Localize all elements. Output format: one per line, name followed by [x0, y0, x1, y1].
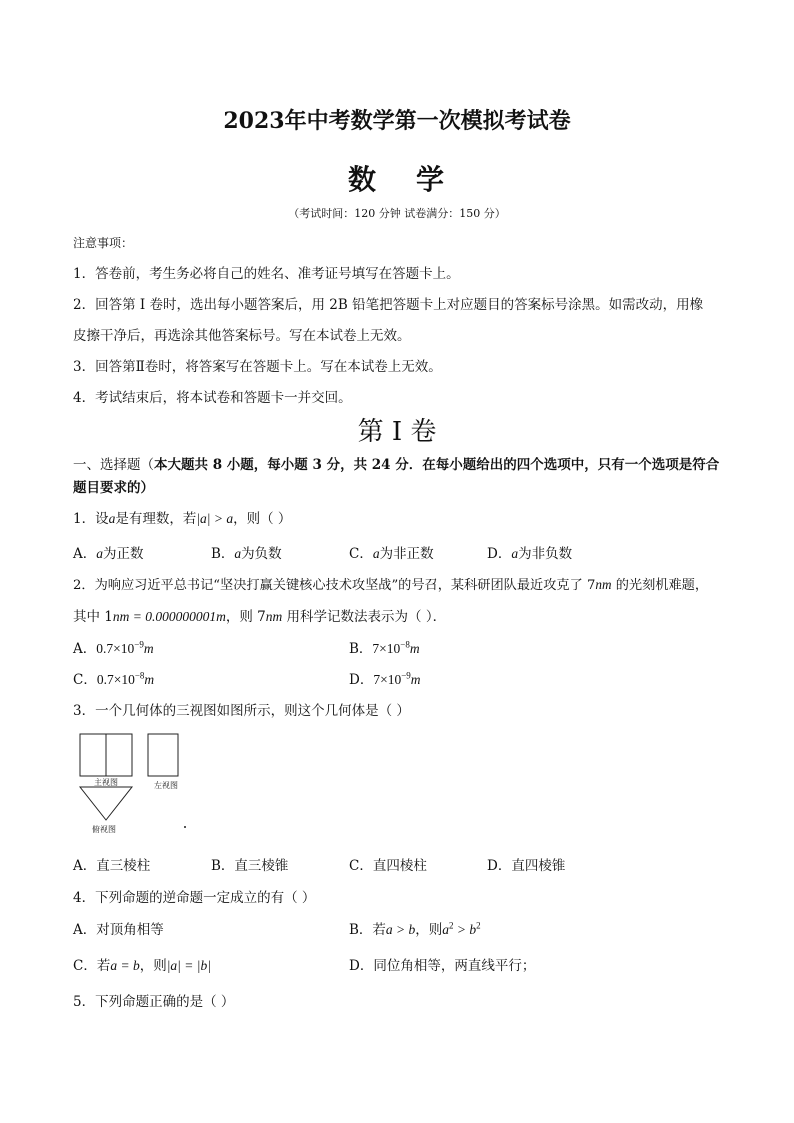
q1-option-d	[487, 542, 572, 562]
option-text: 为负数	[241, 546, 282, 562]
option-var: a	[234, 546, 242, 561]
q1-text-3: ，则（ ）	[233, 511, 292, 527]
option-math: > b	[453, 922, 477, 937]
exam-time-info: （考试时间：120 分钟 试卷满分：150 分）	[288, 207, 506, 220]
option-text: ，则	[415, 922, 443, 938]
option-unit: m	[410, 672, 421, 687]
q2-option-c	[73, 668, 154, 688]
option-base: 7×10	[372, 641, 401, 656]
subject-char-2: 学	[416, 163, 447, 196]
option-base: 0.7×10	[96, 641, 135, 656]
option-var: a	[96, 546, 103, 561]
option-exponent: −8	[400, 639, 410, 650]
top-view-triangle	[80, 787, 132, 820]
option-label: C．	[349, 858, 373, 874]
q1-option-b	[211, 542, 282, 562]
q2-text-3: 其中 1	[73, 609, 113, 625]
option-text: ，则	[139, 958, 167, 974]
option-text: 直三棱锥	[234, 858, 289, 874]
q1-var: a	[108, 511, 116, 526]
option-var: a	[511, 546, 519, 561]
option-var: a	[372, 546, 380, 561]
option-exponent: −9	[134, 639, 144, 650]
option-math: a	[442, 922, 450, 937]
section-desc: 本大题共 8 小题，每小题 3 分，共 24 分．在每小题给出的四个选项中，只有一个选项是符合	[154, 457, 720, 473]
part-one-title: 第 I 卷	[357, 417, 437, 447]
option-text: B．若	[349, 922, 386, 938]
top-view-label: 俯视图	[92, 825, 116, 834]
q4-option-d: D．同位角相等，两直线平行；	[349, 958, 536, 974]
option-label: D．	[349, 672, 374, 688]
q4-option-a: A．对顶角相等	[73, 922, 164, 938]
option-text: 为非负数	[518, 546, 573, 562]
option-exponent: 2	[449, 920, 454, 931]
question-4-stem: 4．下列命题的逆命题一定成立的有（ ）	[73, 890, 316, 906]
option-label: A．	[73, 641, 97, 657]
option-text: C．若	[73, 958, 111, 974]
q3-option-b	[211, 854, 288, 874]
option-label: A．	[73, 858, 97, 874]
q4-option-c	[73, 954, 211, 974]
q2-text-4: ，则 7	[225, 609, 266, 625]
q1-option-a	[73, 542, 144, 562]
q2-text-2: 的光刻机难题，	[611, 578, 709, 593]
q2-equation: nm = 0.000000001m	[112, 609, 226, 624]
section-heading	[73, 453, 719, 473]
option-label: C．	[349, 546, 373, 562]
left-view-rect	[148, 734, 178, 776]
option-math: a = b	[110, 958, 140, 973]
left-view-label: 左视图	[154, 781, 178, 790]
q3-option-a	[73, 854, 150, 874]
option-text: 直三棱柱	[96, 858, 151, 874]
option-label: B．	[211, 858, 235, 874]
question-2-stem-cont	[73, 605, 446, 625]
q2-option-d	[349, 668, 421, 688]
option-label: B．	[211, 546, 235, 562]
q2-option-b	[349, 637, 420, 657]
option-text: 直四棱柱	[372, 858, 427, 874]
q2-unit: nm	[595, 577, 612, 592]
question-3-stem: 3．一个几何体的三视图如图所示，则这个几何体是（ ）	[73, 703, 410, 719]
note-item-4: 4．考试结束后，将本试卷和答题卡一并交回。	[73, 390, 352, 406]
option-math: |a| = |b|	[166, 958, 211, 973]
option-label: D．	[487, 546, 512, 562]
option-exponent: −9	[401, 670, 411, 681]
question-5-stem: 5．下列命题正确的是（ ）	[73, 994, 235, 1010]
q2-text-1: 2．为响应习近平总书记“坚决打赢关键核心技术攻坚战”的号召，某科研团队最近攻克了 7	[73, 578, 596, 593]
option-text: 直四棱锥	[511, 858, 566, 874]
question-2-stem	[73, 574, 708, 593]
three-view-figure	[76, 732, 196, 837]
q3-option-c	[349, 854, 427, 874]
option-exponent: −8	[134, 670, 145, 681]
section-prefix: 一、选择题（	[73, 457, 154, 473]
q2-unit: nm	[265, 609, 283, 624]
option-unit: m	[409, 641, 420, 656]
option-text: 为非正数	[379, 546, 434, 562]
note-item-2: 2．回答第 I 卷时，选出每小题答案后，用 2B 铅笔把答题卡上对应题目的答案标号涂黑。如需改动，用橡	[73, 297, 704, 313]
q1-text-1: 1．设	[73, 511, 109, 527]
option-label: B．	[349, 641, 373, 657]
exam-title: 2023年中考数学第一次模拟考试卷	[223, 108, 571, 134]
subject-title	[0, 158, 794, 198]
q1-option-c	[349, 542, 434, 562]
note-item-2-cont: 皮擦干净后，再选涂其他答案标号。写在本试卷上无效。	[73, 328, 411, 344]
section-heading-cont: 题目要求的）	[73, 480, 154, 496]
q2-option-a	[73, 637, 154, 657]
option-unit: m	[143, 641, 154, 656]
q1-text-2: 是有理数，若	[115, 511, 197, 527]
front-view-label: 主视图	[94, 778, 118, 787]
option-label: D．	[487, 858, 512, 874]
option-base: 0.7×10	[96, 672, 135, 687]
option-math: a > b	[385, 922, 416, 937]
option-base: 7×10	[373, 672, 402, 687]
option-text: 为正数	[103, 546, 144, 562]
q2-text-5: 用科学记数法表示为（ ）．	[282, 609, 447, 625]
notes-heading: 注意事项：	[73, 236, 134, 250]
note-item-3: 3．回答第Ⅱ卷时，将答案写在答题卡上。写在本试卷上无效。	[73, 359, 442, 375]
q4-option-b	[349, 918, 481, 938]
option-label: A．	[73, 546, 97, 562]
question-1-stem	[73, 507, 291, 527]
figure-dot	[184, 826, 186, 828]
q1-condition: |a| > a	[196, 511, 234, 526]
q3-option-d	[487, 854, 565, 874]
note-item-1: 1．答卷前，考生务必将自己的姓名、准考证号填写在答题卡上。	[73, 266, 460, 282]
option-label: C．	[73, 672, 97, 688]
option-exponent: 2	[476, 920, 481, 931]
subject-char-1: 数	[347, 163, 378, 196]
option-unit: m	[144, 672, 155, 687]
